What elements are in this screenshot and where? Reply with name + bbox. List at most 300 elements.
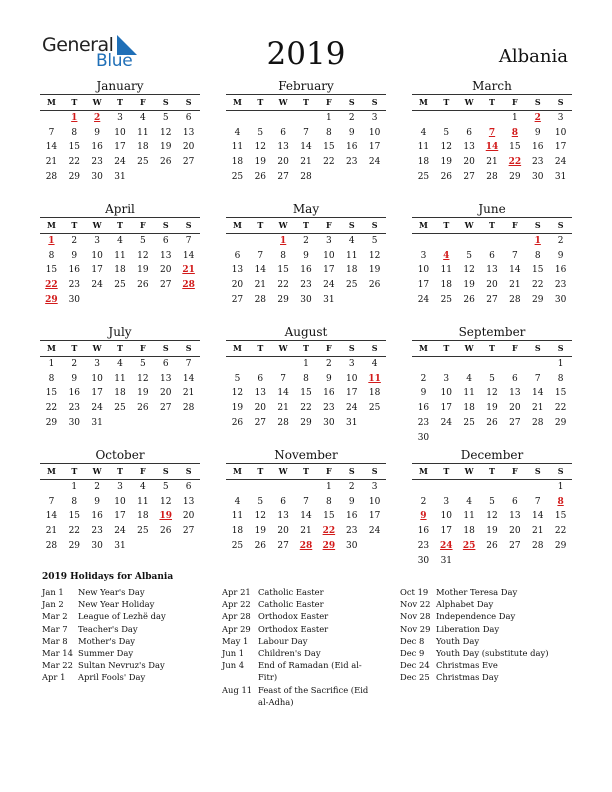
holiday-name: Mother's Day <box>78 635 136 646</box>
day-cell: 25 <box>114 403 126 414</box>
day-cell: 2 <box>326 359 332 369</box>
day-cell: 3 <box>371 482 378 492</box>
day-cell: 29 <box>68 540 81 551</box>
day-cell: 3 <box>94 236 101 246</box>
day-cell: 2 <box>94 482 101 492</box>
day-cell: 1 <box>512 113 518 123</box>
month-name: August <box>284 325 328 339</box>
day-cell: 17 <box>440 403 453 414</box>
weekday-label: S <box>185 343 192 353</box>
day-cell: 13 <box>160 250 172 261</box>
day-cell: 11 <box>417 142 430 153</box>
holiday-entry <box>400 623 575 635</box>
day-cell: 16 <box>417 526 430 537</box>
day-cell: 24 <box>346 403 358 414</box>
day-cell: 7 <box>512 250 518 261</box>
day-cell: 1 <box>71 482 78 492</box>
day-cell: 2 <box>557 236 564 246</box>
day-cell: 10 <box>91 373 103 384</box>
month-june <box>412 201 572 319</box>
day-cell: 12 <box>486 388 498 399</box>
day-cell: 10 <box>554 127 567 138</box>
day-cell: 10 <box>440 511 453 522</box>
weekday-label: M <box>47 97 56 107</box>
weekday-label: S <box>371 97 378 107</box>
day-cell: 28 <box>300 171 312 182</box>
weekday-label: S <box>534 97 541 107</box>
day-cell: 22 <box>68 526 81 537</box>
holiday-day-cell: 29 <box>322 540 336 551</box>
holiday-date: Oct 19 <box>400 587 429 597</box>
weekday-label: T <box>303 466 309 476</box>
weekday-label: T <box>71 220 78 230</box>
day-cell: 8 <box>303 373 309 384</box>
holiday-name: Summer Day <box>78 648 134 659</box>
weekday-label: T <box>117 466 123 476</box>
day-cell: 28 <box>277 417 289 428</box>
day-cell: 30 <box>68 417 81 428</box>
day-cell: 24 <box>91 280 103 291</box>
day-cell: 2 <box>303 236 309 246</box>
weekday-label: T <box>489 220 495 230</box>
day-cell: 10 <box>368 496 381 507</box>
weekday-label: S <box>557 466 564 476</box>
day-cell: 6 <box>162 359 169 369</box>
day-cell: 28 <box>486 171 498 182</box>
weekday-label: W <box>464 466 474 476</box>
day-cell: 6 <box>234 250 241 261</box>
weekday-header <box>40 217 200 234</box>
day-cell: 25 <box>114 280 126 291</box>
weekday-label: F <box>140 220 146 230</box>
month-name: February <box>278 79 334 93</box>
day-cell: 14 <box>45 142 58 153</box>
weekday-label: S <box>371 220 378 230</box>
day-cell: 6 <box>257 373 264 384</box>
day-cell: 22 <box>300 403 312 414</box>
day-cell: 18 <box>463 403 475 414</box>
holiday-name: Liberation Day <box>436 623 500 634</box>
weekday-header <box>40 340 200 357</box>
day-cell: 27 <box>160 280 172 291</box>
day-cell: 9 <box>420 388 427 399</box>
weekday-label: M <box>419 97 428 107</box>
month-name: November <box>274 448 338 462</box>
day-cell: 7 <box>303 127 309 138</box>
day-cell: 26 <box>254 171 267 182</box>
day-cell: 23 <box>346 157 358 168</box>
day-cell: 21 <box>300 157 312 168</box>
weekday-label: T <box>443 466 450 476</box>
day-cell: 12 <box>231 388 244 399</box>
month-october <box>40 447 200 565</box>
day-cell: 22 <box>323 157 335 168</box>
holiday-entry <box>42 659 217 671</box>
holiday-entry <box>400 586 575 598</box>
weekday-label: W <box>278 220 288 230</box>
day-cell: 7 <box>48 496 55 507</box>
day-cell: 18 <box>137 142 149 153</box>
day-cell: 26 <box>463 294 475 305</box>
day-cell: 4 <box>234 127 241 138</box>
weekday-label: M <box>233 97 242 107</box>
brand-logo <box>42 34 152 74</box>
weekday-label: T <box>257 343 264 353</box>
holiday-date: May 1 <box>222 635 249 646</box>
day-cell: 20 <box>277 526 289 537</box>
day-cell: 12 <box>368 250 381 261</box>
weekday-header <box>226 340 386 357</box>
holiday-name: League of Lezhë day <box>78 611 166 622</box>
day-cell: 23 <box>68 403 81 414</box>
day-cell: 16 <box>417 403 430 414</box>
holiday-entry <box>42 610 217 622</box>
holiday-day-cell: 19 <box>159 511 172 522</box>
day-cell: 10 <box>91 250 103 261</box>
day-cell: 3 <box>348 359 355 369</box>
day-cell: 19 <box>160 142 172 153</box>
day-cell: 13 <box>254 388 267 399</box>
day-cell: 5 <box>257 127 264 138</box>
day-cell: 30 <box>323 417 335 428</box>
day-cell: 14 <box>532 511 544 522</box>
day-cell: 19 <box>486 403 498 414</box>
weekday-header <box>226 94 386 111</box>
day-cell: 6 <box>512 373 518 384</box>
day-cell: 17 <box>417 280 430 291</box>
day-cell: 11 <box>346 250 358 261</box>
holiday-day-cell: 1 <box>71 113 78 123</box>
day-cell: 30 <box>91 540 103 551</box>
day-cell: 3 <box>557 113 564 123</box>
day-cell: 7 <box>48 127 55 138</box>
day-cell: 9 <box>303 250 309 261</box>
month-february <box>226 78 386 196</box>
holiday-name: Teacher's Day <box>78 623 138 634</box>
holiday-day-cell: 28 <box>299 540 313 551</box>
day-cell: 20 <box>160 388 172 399</box>
holiday-day-cell: 28 <box>182 280 195 291</box>
day-cell: 27 <box>509 540 521 551</box>
day-cell: 14 <box>182 373 195 384</box>
weekday-label: S <box>534 466 541 476</box>
day-cell: 20 <box>486 280 498 291</box>
day-cell: 22 <box>277 280 289 291</box>
day-cell: 18 <box>346 265 358 276</box>
holiday-entry <box>42 635 217 647</box>
day-cell: 28 <box>45 540 58 551</box>
holiday-entry <box>400 647 575 659</box>
weekday-label: S <box>557 343 564 353</box>
day-cell: 23 <box>346 526 358 537</box>
weekday-label: F <box>140 97 146 107</box>
day-cell: 17 <box>91 265 103 276</box>
day-cell: 14 <box>254 265 267 276</box>
day-cell: 17 <box>114 142 126 153</box>
day-cell: 8 <box>71 496 78 507</box>
day-cell: 25 <box>440 294 453 305</box>
month-name: September <box>458 325 526 339</box>
weekday-label: T <box>71 466 78 476</box>
day-cell: 5 <box>489 373 495 384</box>
day-cell: 15 <box>554 511 567 522</box>
holiday-date: Apr 28 <box>222 611 251 622</box>
day-cell: 24 <box>440 417 453 428</box>
day-cell: 1 <box>326 113 332 123</box>
month-name: January <box>96 79 144 93</box>
day-cell: 25 <box>417 171 430 182</box>
day-cell: 9 <box>71 373 78 384</box>
weekday-label: T <box>117 343 123 353</box>
day-cell: 24 <box>368 526 381 537</box>
day-cell: 9 <box>348 496 355 507</box>
day-cell: 27 <box>254 417 267 428</box>
holiday-day-cell: 2 <box>534 113 541 123</box>
holiday-date: Dec 8 <box>400 635 425 646</box>
day-cell: 23 <box>554 280 567 291</box>
day-cell: 16 <box>91 142 103 153</box>
weekday-label: W <box>278 343 288 353</box>
country-name: Albania <box>498 46 568 67</box>
day-cell: 20 <box>231 280 244 291</box>
day-cell: 12 <box>160 127 172 138</box>
day-cell: 2 <box>420 373 427 384</box>
day-cell: 25 <box>346 280 358 291</box>
holiday-day-cell: 2 <box>94 113 101 123</box>
day-cell: 20 <box>182 511 195 522</box>
holiday-name: End of Ramadan (Eid al-Fitr) <box>258 660 362 683</box>
holiday-name: New Year's Day <box>78 587 145 597</box>
holiday-date: Dec 9 <box>400 648 425 659</box>
day-cell: 17 <box>440 526 453 537</box>
month-name: December <box>460 448 524 462</box>
day-cell: 20 <box>463 157 475 168</box>
day-cell: 25 <box>231 540 244 551</box>
day-cell: 15 <box>45 388 58 399</box>
weekday-label: T <box>303 97 309 107</box>
holiday-name: Labour Day <box>258 635 308 646</box>
holiday-name: Catholic Easter <box>258 587 324 597</box>
day-cell: 14 <box>277 388 289 399</box>
weekday-label: F <box>512 97 518 107</box>
weekday-label: W <box>92 466 102 476</box>
day-cell: 16 <box>346 511 358 522</box>
day-cell: 11 <box>463 511 475 522</box>
day-cell: 13 <box>463 142 475 153</box>
day-cell: 3 <box>420 250 427 261</box>
holiday-name: Youth Day (substitute day) <box>436 648 549 659</box>
day-cell: 8 <box>71 127 78 138</box>
day-cell: 21 <box>254 280 267 291</box>
holiday-day-cell: 21 <box>182 265 195 276</box>
holiday-name: Youth Day <box>436 635 480 646</box>
day-cell: 23 <box>417 417 430 428</box>
day-cell: 24 <box>323 280 335 291</box>
weekday-label: M <box>233 220 242 230</box>
day-cell: 2 <box>71 236 78 246</box>
weekday-label: W <box>92 97 102 107</box>
weekday-label: W <box>278 97 288 107</box>
holiday-date: Dec 24 <box>400 660 430 671</box>
month-september <box>412 324 572 442</box>
holiday-name: Mother Teresa Day <box>436 587 518 597</box>
day-cell: 22 <box>45 403 58 414</box>
day-cell: 12 <box>137 373 149 384</box>
holiday-name: Independence Day <box>436 611 516 622</box>
day-cell: 26 <box>368 280 381 291</box>
day-cell: 4 <box>371 359 378 369</box>
day-cell: 28 <box>182 403 195 414</box>
day-cell: 20 <box>182 142 195 153</box>
day-cell: 9 <box>94 127 101 138</box>
day-cell: 15 <box>532 265 544 276</box>
day-cell: 5 <box>140 359 146 369</box>
weekday-label: S <box>162 97 169 107</box>
holiday-date: Nov 28 <box>400 611 431 622</box>
day-cell: 8 <box>48 373 55 384</box>
weekday-label: S <box>557 97 564 107</box>
weekday-header <box>412 463 572 480</box>
holiday-day-cell: 8 <box>511 127 518 138</box>
weekday-label: T <box>443 220 450 230</box>
day-cell: 15 <box>509 142 521 153</box>
day-cell: 5 <box>443 127 450 138</box>
day-cell: 12 <box>160 496 172 507</box>
weekday-label: S <box>162 220 169 230</box>
day-cell: 13 <box>160 373 172 384</box>
day-cell: 18 <box>440 280 453 291</box>
weekday-label: F <box>512 220 518 230</box>
day-cell: 17 <box>554 142 567 153</box>
day-cell: 22 <box>68 157 81 168</box>
weekday-label: T <box>117 220 123 230</box>
day-cell: 21 <box>532 403 544 414</box>
day-cell: 13 <box>486 265 498 276</box>
day-cell: 10 <box>323 250 335 261</box>
day-cell: 11 <box>231 511 244 522</box>
holiday-entry <box>222 586 372 598</box>
day-cell: 5 <box>257 496 264 507</box>
day-cell: 19 <box>486 526 498 537</box>
day-cell: 19 <box>440 157 453 168</box>
holiday-entry <box>222 610 372 622</box>
day-cell: 4 <box>420 127 427 138</box>
day-cell: 2 <box>420 496 427 507</box>
day-cell: 28 <box>254 294 267 305</box>
day-cell: 9 <box>94 496 101 507</box>
weekday-label: T <box>489 97 495 107</box>
day-cell: 27 <box>182 157 195 168</box>
holiday-entry <box>42 598 217 610</box>
day-cell: 16 <box>300 265 312 276</box>
day-cell: 21 <box>532 526 544 537</box>
day-cell: 26 <box>231 417 244 428</box>
day-cell: 29 <box>300 417 312 428</box>
day-cell: 5 <box>489 496 495 507</box>
holiday-column <box>42 586 217 684</box>
day-cell: 14 <box>182 250 195 261</box>
weekday-label: T <box>443 343 450 353</box>
weekday-label: M <box>47 220 56 230</box>
day-cell: 18 <box>231 157 244 168</box>
weekday-label: T <box>117 97 123 107</box>
holiday-day-cell: 9 <box>420 511 427 522</box>
day-cell: 25 <box>137 157 149 168</box>
day-cell: 20 <box>509 526 521 537</box>
day-cell: 27 <box>277 171 289 182</box>
day-cell: 16 <box>323 388 335 399</box>
day-cell: 13 <box>182 496 195 507</box>
day-cell: 3 <box>94 359 101 369</box>
holiday-name: Catholic Easter <box>258 599 324 610</box>
day-cell: 25 <box>137 526 149 537</box>
weekday-label: S <box>534 220 541 230</box>
holiday-date: Apr 21 <box>222 587 251 597</box>
weekday-label: S <box>162 343 169 353</box>
weekday-header <box>226 217 386 234</box>
weekday-label: S <box>185 97 192 107</box>
weekday-label: T <box>257 97 264 107</box>
day-cell: 17 <box>368 142 381 153</box>
day-cell: 24 <box>368 157 381 168</box>
day-cell: 5 <box>162 482 169 492</box>
day-cell: 8 <box>48 250 55 261</box>
day-cell: 2 <box>348 482 355 492</box>
day-cell: 6 <box>162 236 169 246</box>
holiday-date: Jun 1 <box>222 648 245 659</box>
day-cell: 17 <box>114 511 126 522</box>
day-cell: 16 <box>554 265 567 276</box>
holiday-day-cell: 1 <box>48 236 55 246</box>
holiday-entry <box>222 598 372 610</box>
holiday-name: April Fools' Day <box>78 672 146 683</box>
weekday-label: W <box>92 220 102 230</box>
weekday-label: F <box>326 466 332 476</box>
weekday-label: M <box>47 466 56 476</box>
day-cell: 18 <box>463 526 475 537</box>
day-cell: 23 <box>417 540 430 551</box>
day-cell: 18 <box>114 265 126 276</box>
day-cell: 30 <box>417 432 430 443</box>
day-cell: 27 <box>231 294 244 305</box>
weekday-label: T <box>71 343 78 353</box>
day-cell: 15 <box>277 265 289 276</box>
day-cell: 7 <box>280 373 287 384</box>
day-cell: 11 <box>231 142 244 153</box>
weekday-label: T <box>489 343 495 353</box>
day-cell: 25 <box>463 417 475 428</box>
holiday-list <box>42 572 582 712</box>
holiday-entry <box>222 635 372 647</box>
holiday-day-cell: 7 <box>488 127 496 138</box>
holiday-day-cell: 11 <box>368 373 381 384</box>
holiday-column <box>400 586 575 684</box>
day-cell: 14 <box>509 265 521 276</box>
day-cell: 29 <box>532 294 544 305</box>
holiday-day-cell: 22 <box>322 526 336 537</box>
day-cell: 21 <box>182 388 195 399</box>
weekday-label: W <box>92 343 102 353</box>
holiday-name: Children's Day <box>258 648 321 659</box>
holiday-entry <box>222 659 372 683</box>
holiday-date: Nov 22 <box>400 599 431 610</box>
day-cell: 9 <box>348 127 355 138</box>
day-cell: 14 <box>45 511 58 522</box>
holiday-name: Christmas Eve <box>436 660 498 671</box>
day-cell: 31 <box>554 171 567 182</box>
day-cell: 30 <box>532 171 544 182</box>
day-cell: 12 <box>137 250 149 261</box>
